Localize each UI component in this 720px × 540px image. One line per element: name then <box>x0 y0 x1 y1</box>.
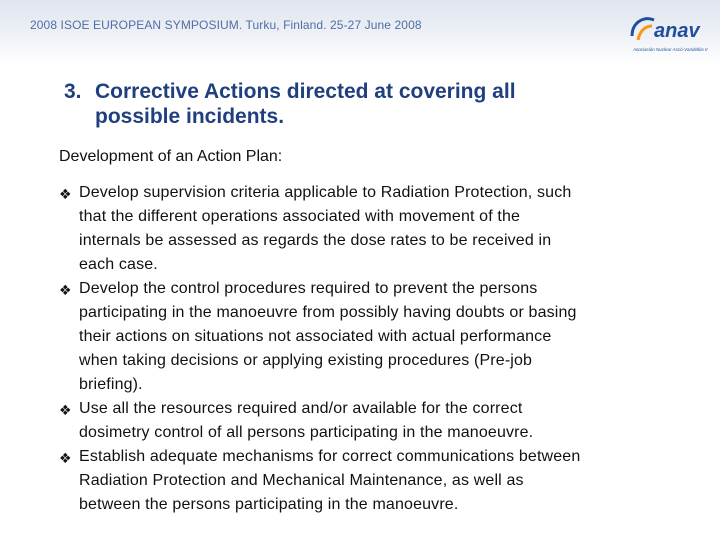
bullet-line: their actions on situations not associated with actual performance <box>79 328 552 345</box>
bullet-line: Develop the control procedures required to prevent the persons <box>79 280 538 297</box>
title-line-1: Corrective Actions directed at covering all <box>95 80 516 103</box>
bullet-line: Establish adequate mechanisms for correct communications between <box>79 448 581 465</box>
bullet-line: briefing). <box>79 376 143 393</box>
diamond-bullet-icon: ❖ <box>59 450 72 466</box>
anav-logo-icon <box>628 12 708 48</box>
slide-title <box>64 79 624 129</box>
bullet-line: between the persons participating in the manoeuvre. <box>79 496 459 513</box>
bullet-item <box>59 277 699 397</box>
bullet-line: Use all the resources required and/or available for the correct <box>79 400 523 417</box>
bullet-line: internals be assessed as regards the dose rates to be received in <box>79 232 552 249</box>
bullet-line: when taking decisions or applying existing procedures (Pre-job <box>79 352 533 369</box>
bullet-item <box>59 397 699 445</box>
logo-tagline: Asociación Nuclear Ascó-Vandellós II <box>633 47 708 52</box>
diamond-bullet-icon: ❖ <box>59 282 72 298</box>
bullet-line: Develop supervision criteria applicable to Radiation Protection, such <box>79 184 572 201</box>
title-line-2: possible incidents. <box>95 105 285 128</box>
header-band <box>0 0 720 64</box>
bullet-list <box>59 181 699 517</box>
bullet-line: that the different operations associated with movement of the <box>79 208 521 225</box>
logo-text: anav <box>654 20 700 42</box>
bullet-line: dosimetry control of all persons participating in the manoeuvre. <box>79 424 534 441</box>
bullet-line: each case. <box>79 256 158 273</box>
diamond-bullet-icon: ❖ <box>59 402 72 418</box>
bullet-item <box>59 445 699 517</box>
bullet-line: Radiation Protection and Mechanical Maintenance, as well as <box>79 472 524 489</box>
bullet-item <box>59 181 699 277</box>
conference-caption: 2008 ISOE EUROPEAN SYMPOSIUM. Turku, Finland. 25-27 June 2008 <box>30 18 422 32</box>
bullet-line: participating in the manoeuvre from possibly having doubts or basing <box>79 304 577 321</box>
diamond-bullet-icon: ❖ <box>59 186 72 202</box>
intro-text: Development of an Action Plan: <box>59 148 283 165</box>
title-number: 3. <box>64 80 82 103</box>
